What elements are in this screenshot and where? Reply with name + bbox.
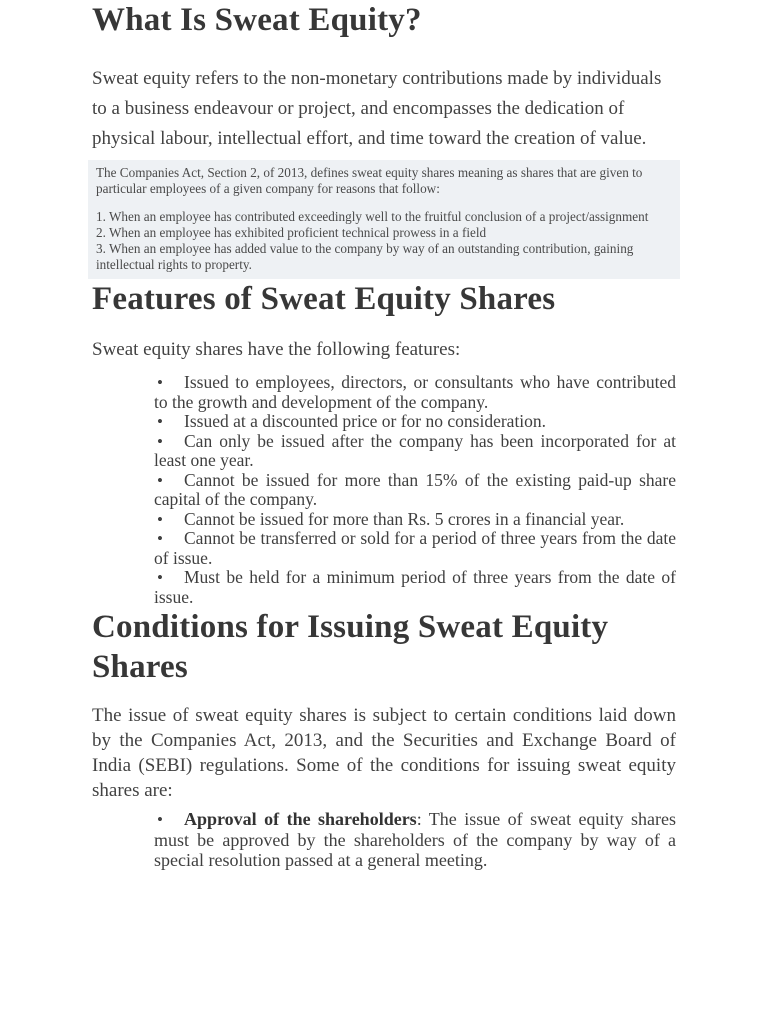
note-box-spacer: [96, 197, 672, 209]
heading-conditions: Conditions for Issuing Sweat Equity Shares: [92, 609, 609, 685]
feature-item-6: • Cannot be transferred or sold for a period of three years from the date of issue.: [92, 529, 676, 568]
note-box-reason-3: 3. When an employee has added value to the company by way of an outstanding contribution, gaining intellectual rights to property.: [96, 241, 634, 272]
note-box-intro: The Companies Act, Section 2, of 2013, defines sweat equity shares meaning as shares that are given to particular employees of a given company for reasons that follow:: [96, 165, 643, 196]
feature-item-4: • Cannot be issued for more than 15% of the existing paid-up share capital of the company.: [92, 471, 676, 510]
note-box-reason-1: 1. When an employee has contributed exceedingly well to the fruitful conclusion of a project/assignment: [96, 209, 649, 224]
heading-what-is-sweat-equity: What Is Sweat Equity?: [92, 2, 422, 38]
paragraph-conditions-intro: The issue of sweat equity shares is subject to certain conditions laid down by the Companies Act, 2013, and the Securities and Exchange Board of India (SEBI) regulations. Some of the conditions for issuing sweat equity shares are:: [92, 705, 676, 801]
feature-item-5: • Cannot be issued for more than Rs. 5 crores in a financial year.: [92, 510, 676, 530]
conditions-list: [92, 809, 676, 870]
paragraph-features-intro: Sweat equity shares have the following features:: [92, 339, 461, 360]
features-list: [92, 373, 676, 607]
feature-item-3: • Can only be issued after the company has been incorporated for at least one year.: [92, 432, 676, 471]
heading-features: Features of Sweat Equity Shares: [92, 281, 556, 317]
feature-item-7: • Must be held for a minimum period of three years from the date of issue.: [92, 568, 676, 607]
companies-act-note-box: [88, 160, 680, 279]
feature-item-2: • Issued at a discounted price or for no consideration.: [92, 412, 676, 432]
paragraph-sweat-equity-intro: Sweat equity refers to the non-monetary contributions made by individuals to a business endeavour or project, and encompasses the dedication of physical labour, intellectual effort, and time toward the creation of value.: [92, 68, 662, 149]
note-box-reason-2: 2. When an employee has exhibited proficient technical prowess in a field: [96, 225, 487, 240]
condition-item-1-lead: Approval of the shareholders: [184, 809, 417, 829]
feature-item-1: • Issued to employees, directors, or consultants who have contributed to the growth and development of the company.: [92, 373, 676, 412]
condition-item-1: [92, 809, 676, 870]
condition-item-1-text: : The issue of sweat equity shares must be approved by the shareholders of the company by way of a special resolution passed at a general meeting.: [154, 809, 676, 870]
